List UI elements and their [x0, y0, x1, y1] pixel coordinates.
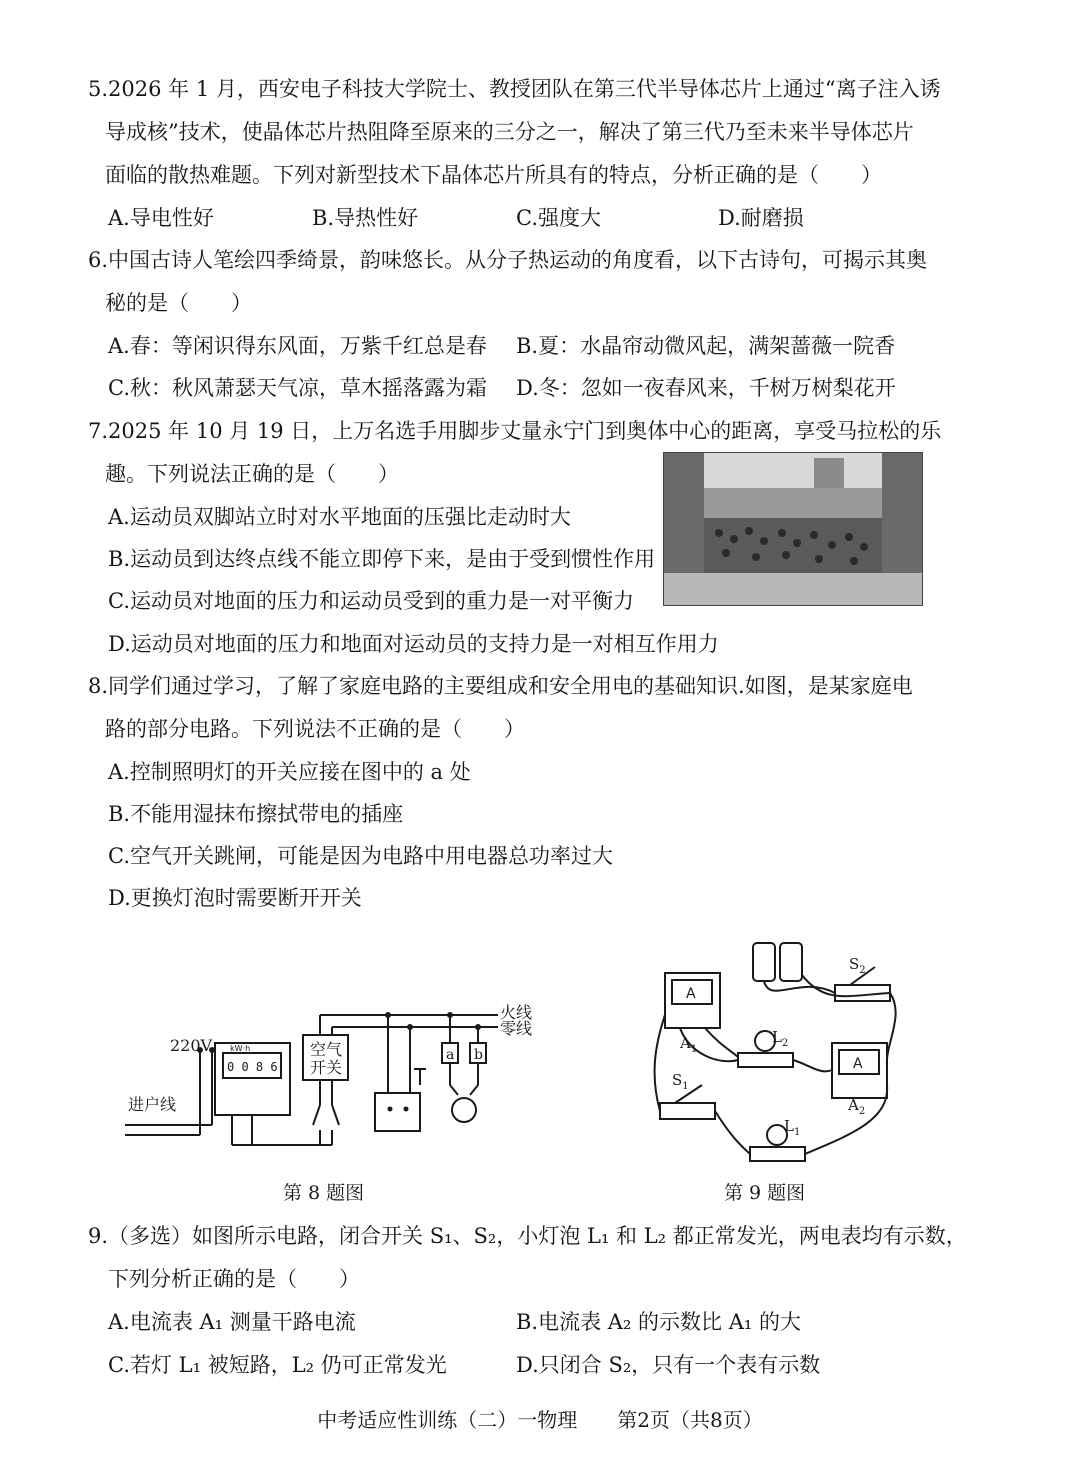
- q8-option-c: C.空气开关跳闸，可能是因为电路中用电器总功率过大: [108, 844, 613, 868]
- q7-option-b: B.运动员到达终点线不能立即停下来，是由于受到惯性作用: [108, 547, 656, 571]
- figure-9-caption: 第 9 题图: [724, 1182, 806, 1204]
- marathon-photo-illustration: [664, 453, 922, 605]
- q7-option-c: C.运动员对地面的压力和运动员受到的重力是一对平衡力: [108, 589, 634, 613]
- voltage-label: 220V: [170, 1036, 213, 1055]
- q8-option-b: B.不能用湿抹布擦拭带电的插座: [108, 802, 404, 826]
- page-footer: 中考适应性训练（二）一物理 第2页（共8页）: [317, 1408, 763, 1432]
- a2-dial-symbol: A: [853, 1056, 863, 1072]
- meter-unit-label: kW·h: [230, 1044, 251, 1053]
- q9-option-d: D.只闭合 S₂，只有一个表有示数: [516, 1353, 821, 1377]
- l2-label: $L_2$: [772, 1028, 789, 1049]
- q9-stem-line-1: 9.（多选）如图所示电路，闭合开关 S₁、S₂，小灯泡 L₁ 和 L₂ 都正常发光，两电表均有示数，: [88, 1224, 967, 1248]
- q5-stem-line-3: 面临的散热难题。下列对新型技术下晶体芯片所具有的特点，分析正确的是（ ）: [105, 163, 882, 187]
- a1-label: $A_1$: [680, 1034, 698, 1055]
- q9-option-a: A.电流表 A₁ 测量干路电流: [108, 1310, 356, 1334]
- figure-8-caption: 第 8 题图: [283, 1182, 365, 1204]
- q9-stem-line-2: 下列分析正确的是（ ）: [108, 1267, 360, 1291]
- q5-option-a: A.导电性好: [108, 206, 214, 230]
- q7-stem-line-1: 7.2025 年 10 月 19 日，上万名选手用脚步丈量永宁门到奥体中心的距离，享受马拉松的乐: [88, 419, 942, 443]
- q8-stem-line-2: 路的部分电路。下列说法不正确的是（ ）: [105, 717, 525, 741]
- household-circuit-diagram: [120, 985, 560, 1175]
- q5-stem-line-2: 导成核”技术，使晶体芯片热阻降至原来的三分之一，解决了第三代乃至未来半导体芯片: [105, 120, 914, 144]
- q6-stem-line-2: 秘的是（ ）: [105, 291, 252, 315]
- s2-label: $S_2$: [849, 955, 866, 976]
- q6-option-b: B.夏：水晶帘动微风起，满架蔷薇一院香: [516, 334, 896, 358]
- q6-option-a: A.春：等闲识得东风面，万紫千红总是春: [108, 334, 487, 358]
- q8-option-d: D.更换灯泡时需要断开开关: [108, 886, 362, 910]
- q8-option-a: A.控制照明灯的开关应接在图中的 a 处: [108, 760, 471, 784]
- incoming-line-label: 进户线: [128, 1095, 177, 1114]
- l1-label: $L_1$: [784, 1117, 801, 1138]
- q5-stem-line-1: 5.2026 年 1 月，西安电子科技大学院士、教授团队在第三代半导体芯片上通过“离子注入诱: [88, 77, 941, 101]
- meter-reading: 0 0 8 6: [227, 1060, 278, 1074]
- s1-label: $S_1$: [672, 1071, 689, 1092]
- q5-option-c: C.强度大: [516, 206, 601, 230]
- breaker-label-2: 开关: [310, 1058, 343, 1077]
- q7-stem-line-2: 趣。下列说法正确的是（ ）: [105, 462, 399, 486]
- q7-option-d: D.运动员对地面的压力和地面对运动员的支持力是一对相互作用力: [108, 632, 719, 656]
- breaker-label-1: 空气: [310, 1040, 343, 1059]
- q6-option-d: D.冬：忽如一夜春风来，千树万树梨花开: [516, 376, 896, 400]
- q9-option-b: B.电流表 A₂ 的示数比 A₁ 的大: [516, 1310, 801, 1334]
- a2-label: $A_2$: [848, 1096, 866, 1117]
- marathon-photo: [663, 452, 923, 606]
- ammeter-circuit-diagram: [650, 935, 920, 1170]
- fire-line-label: 火线: [500, 1003, 533, 1022]
- q9-option-c: C.若灯 L₁ 被短路，L₂ 仍可正常发光: [108, 1353, 447, 1377]
- q6-option-c: C.秋：秋风萧瑟天气凉，草木摇落露为霜: [108, 376, 487, 400]
- q8-stem-line-1: 8.同学们通过学习，了解了家庭电路的主要组成和安全用电的基础知识.如图，是某家庭电: [88, 674, 913, 698]
- a1-dial-symbol: A: [686, 986, 696, 1002]
- q5-option-b: B.导热性好: [312, 206, 419, 230]
- q6-stem-line-1: 6.中国古诗人笔绘四季绮景，韵味悠长。从分子热运动的角度看，以下古诗句，可揭示其奥: [88, 248, 928, 272]
- q7-option-a: A.运动员双脚站立时对水平地面的压强比走动时大: [108, 505, 571, 529]
- q5-option-d: D.耐磨损: [718, 206, 804, 230]
- neutral-line-label: 零线: [500, 1019, 533, 1038]
- position-b-label: b: [474, 1047, 483, 1063]
- position-a-label: a: [446, 1047, 455, 1063]
